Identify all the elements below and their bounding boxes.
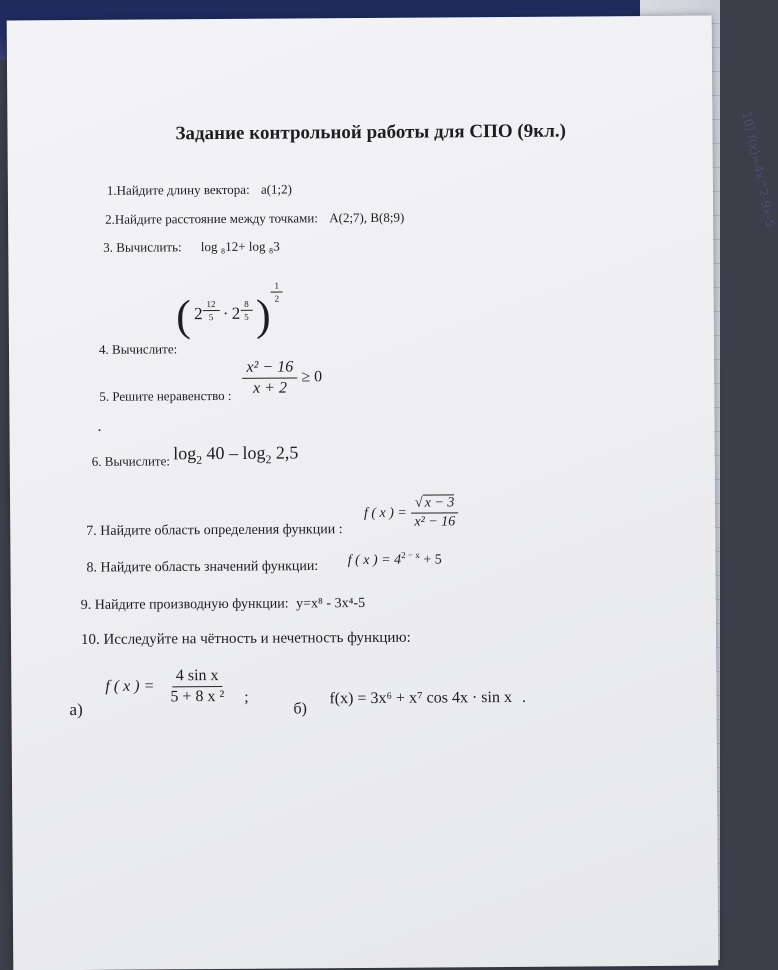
handwritten-note: 10) f(x)=4x^2-9x-5: [739, 110, 778, 229]
question-10-text: 10. Исследуйте на чётность и нечетность функцию:: [80, 629, 411, 648]
page-title: Задание контрольной работы для СПО (9кл.): [175, 120, 566, 145]
right-paren: ): [255, 290, 271, 340]
dot: ·: [222, 303, 229, 323]
worksheet-paper: [7, 16, 719, 970]
question-5: [99, 358, 323, 405]
question-9-expr: y=x⁸ - 3x⁴-5: [296, 595, 366, 612]
question-1: [107, 181, 292, 198]
part-b-expr: f(x) = 3x⁶ + x⁷ cos 4x · sin x .: [329, 688, 527, 708]
question-10: [81, 630, 411, 649]
relation: ≥ 0: [301, 368, 323, 386]
base-1: 2: [194, 304, 203, 324]
exponent-1: $\frac{12}{5}$: [202, 299, 219, 322]
part-a-expr: f ( x ) = $\frac{\text{4 sin x}}{\text{5 + 8 x ²}}$ ;: [105, 667, 249, 707]
part-a-label: а): [69, 699, 83, 720]
question-5-text: 5. Решите неравенство :: [99, 388, 232, 405]
question-8: [86, 549, 442, 576]
question-4: [98, 280, 284, 357]
stray-mark: .: [97, 417, 102, 435]
question-2-expr: A(2;7), B(8;9): [329, 209, 405, 226]
fraction: $\frac{\text{x² − 16}}{x + 2}$: [242, 358, 297, 397]
part-b-label: б): [293, 700, 308, 718]
question-3: [103, 239, 280, 256]
question-7: [86, 495, 459, 539]
question-6-expr: $\log_2 40 - \log_2 2,5$: [173, 442, 299, 467]
question-8-expr: f ( x ) = $4^{2 - x} + 5$: [347, 549, 442, 568]
exponent-2: $\frac{8}{5}$: [240, 299, 253, 322]
question-8-text: 8. Найдите область значений функции:: [86, 558, 319, 576]
left-paren: (: [176, 291, 192, 341]
question-5-expr: [243, 358, 323, 397]
base-2: 2: [231, 303, 241, 323]
question-9-text: 9. Найдите производную функции:: [80, 596, 289, 613]
question-2: [105, 210, 404, 228]
question-6-text: 6. Вычислите:: [91, 453, 171, 469]
fraction: $\frac{\text{4 sin x}}{\text{5 + 8 x ²}}$: [170, 667, 225, 706]
question-4-text: 4. Вычислите:: [98, 341, 178, 357]
question-3-expr: log ₈12+ log ₈3: [200, 238, 280, 255]
question-7-expr: f ( x ) = $\frac{√ x - 3}{\text{x² − 16}}$: [364, 505, 459, 521]
question-1-expr: a(1;2): [260, 181, 293, 197]
question-4-expr: [176, 281, 283, 339]
question-2-text: 2.Найдите расстояние между точками:: [105, 210, 319, 227]
question-3-text: 3. Вычислить:: [103, 239, 182, 255]
question-9: [81, 596, 365, 614]
question-1-text: 1.Найдите длину вектора:: [106, 181, 250, 198]
fraction: $\frac{√ x - 3}{\text{x² − 16}}$: [410, 495, 459, 530]
question-6: [91, 442, 299, 473]
question-7-text: 7. Найдите область определения функции :: [86, 521, 343, 539]
outer-exponent: $\frac{1}{2}$: [270, 281, 283, 304]
